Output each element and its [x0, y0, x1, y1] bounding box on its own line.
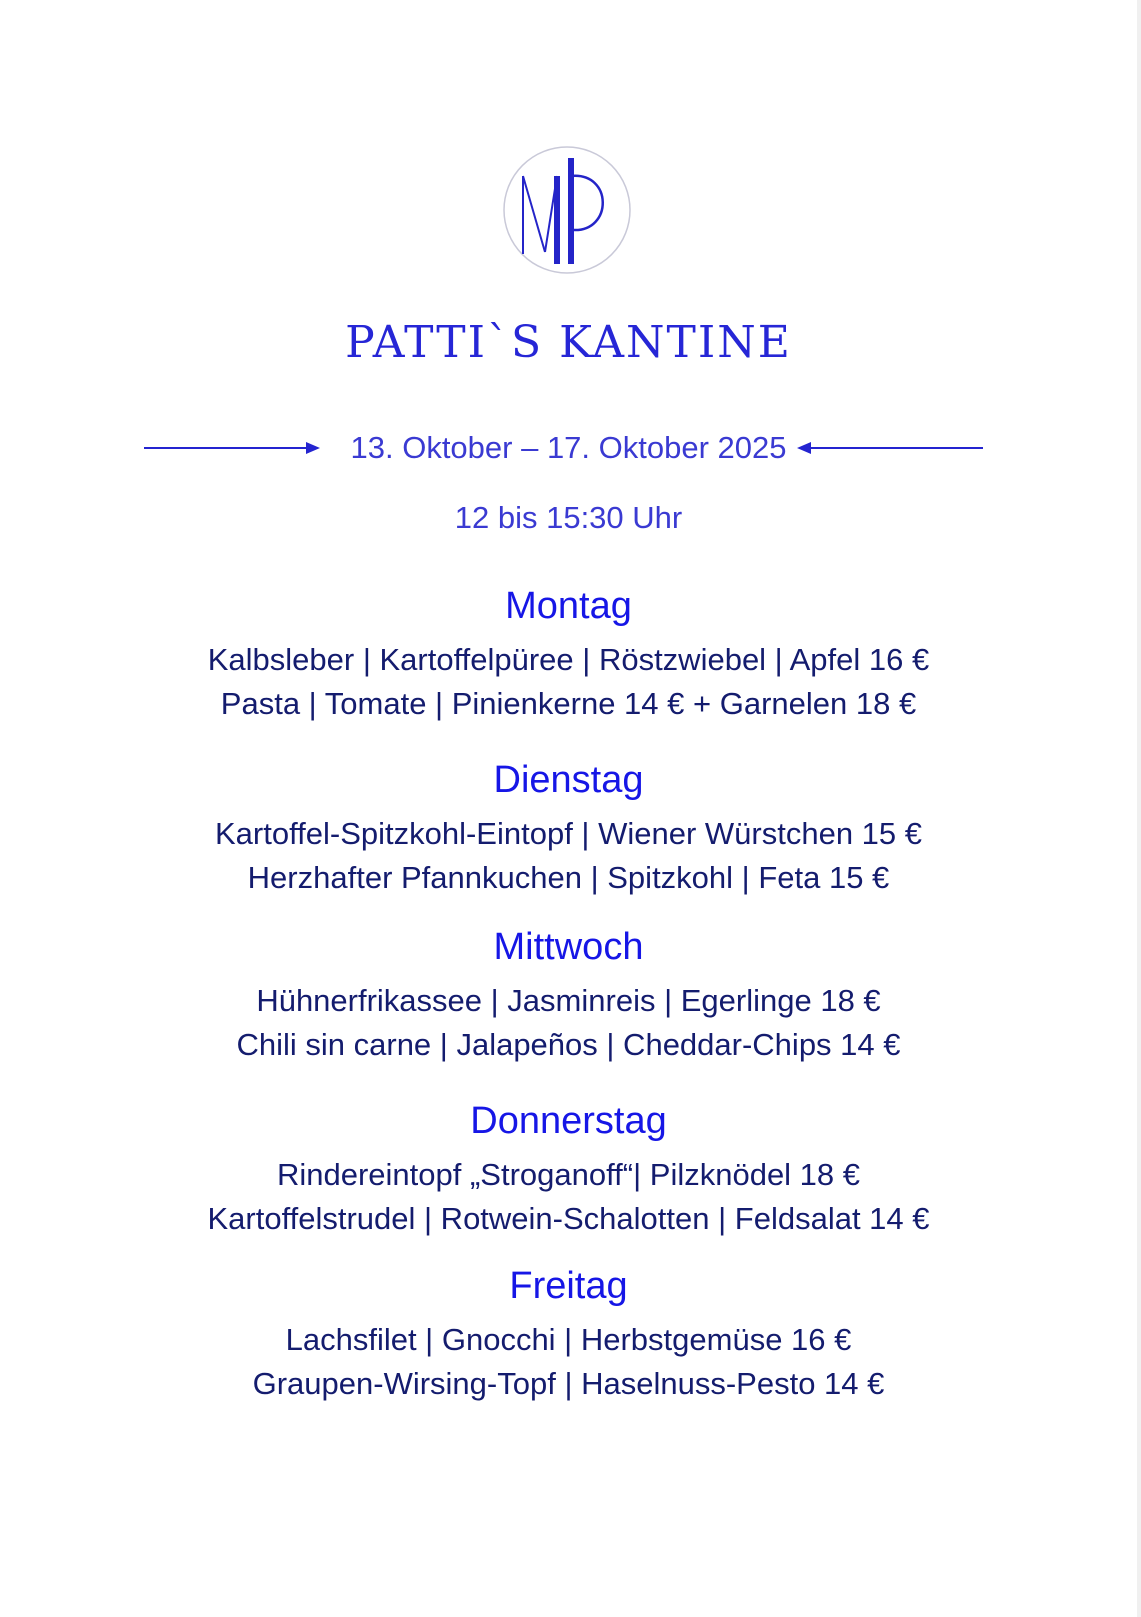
day-section-freitag: [0, 1262, 1137, 1406]
day-heading: Freitag: [509, 1265, 628, 1307]
dish-item: Lachsfilet | Gnocchi | Herbstgemüse 16 €: [285, 1322, 852, 1357]
day-section-montag: [0, 582, 1137, 726]
day-section-dienstag: [0, 756, 1137, 900]
dish-item: Chili sin carne | Jalapeños | Cheddar-Chips 14 €: [236, 1027, 901, 1062]
logo-initials: MP: [501, 144, 503, 145]
day-heading: Mittwoch: [493, 926, 644, 968]
dish-item: Rindereintopf „Stroganoff“| Pilzknödel 18 €: [276, 1157, 861, 1192]
day-section-mittwoch: [0, 923, 1137, 1067]
day-section-donnerstag: [0, 1097, 1137, 1241]
dish-item: Herzhafter Pfannkuchen | Spitzkohl | Feta 15 €: [247, 860, 890, 895]
dish-item: Hühnerfrikassee | Jasminreis | Egerlinge 18 €: [256, 983, 881, 1018]
mp-monogram-logo: [501, 144, 633, 276]
dish-item: Kartoffel-Spitzkohl-Eintopf | Wiener Würstchen 15 €: [214, 816, 923, 851]
dish-item: Pasta | Tomate | Pinienkerne 14 € + Garnelen 18 €: [220, 686, 917, 721]
dish-item: Kalbsleber | Kartoffelpüree | Röstzwiebel | Apfel 16 €: [207, 642, 930, 677]
day-heading: Donnerstag: [470, 1100, 667, 1142]
dish-item: Graupen-Wirsing-Topf | Haselnuss-Pesto 14 €: [252, 1366, 885, 1401]
opening-hours: 12 bis 15:30 Uhr: [454, 500, 683, 535]
day-heading: Dienstag: [493, 759, 644, 801]
date-range: 13. Oktober – 17. Oktober 2025: [350, 430, 787, 465]
page-edge: [1137, 0, 1141, 1617]
dish-item: Kartoffelstrudel | Rotwein-Schalotten | Feldsalat 14 €: [207, 1201, 930, 1236]
day-heading: Montag: [505, 585, 632, 627]
restaurant-title: PATTI`S KANTINE: [345, 317, 792, 368]
date-row: [0, 428, 1137, 468]
arrow-left-icon: [797, 440, 983, 456]
